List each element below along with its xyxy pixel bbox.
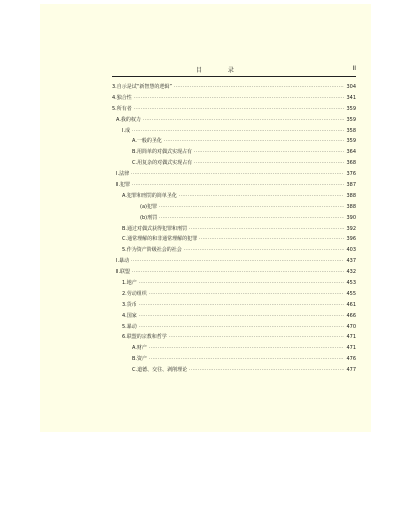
toc-entry-label: 1.地产	[122, 280, 137, 287]
toc-entry-page-number: 304	[346, 84, 356, 90]
toc-entry-label: 5.暴动	[122, 323, 137, 330]
toc-entry-label: C.道德、交往、剥削理论	[132, 367, 188, 374]
toc-entry-page-number: 453	[346, 280, 356, 287]
toc-entry-page-number: 471	[346, 334, 356, 341]
toc-entry-page-number: 376	[346, 171, 356, 178]
toc-entry-page-number: 432	[346, 269, 356, 276]
page-title: 目 录	[196, 67, 246, 74]
toc-entry	[112, 332, 356, 343]
dot-leader	[189, 365, 344, 375]
toc-entry	[112, 322, 356, 333]
document-page	[40, 4, 371, 432]
toc-entry-page-number: 388	[346, 203, 356, 210]
toc-entry	[112, 202, 356, 213]
toc-entry-label: 6.联盟的宗教和哲学	[122, 334, 167, 341]
toc-entry-label: A.犯罪和刑罚的简单圣化	[122, 192, 177, 199]
dot-leader	[132, 180, 344, 190]
toc-entry-page-number: 368	[346, 160, 356, 167]
toc-entry-page-number: 437	[346, 258, 356, 265]
toc-entry-label: Ⅰ.暴动	[116, 258, 130, 265]
toc-entry-page-number: 359	[346, 105, 356, 112]
dot-leader	[194, 158, 344, 168]
toc-entry-label: A.财产	[132, 345, 147, 352]
dot-leader	[139, 300, 345, 310]
toc-entry	[112, 126, 356, 137]
toc-entry	[112, 104, 356, 115]
toc-entry-label: A.我的权力	[116, 116, 141, 123]
toc-entry-page-number: 477	[346, 367, 356, 374]
toc-entry-label: 4.独合性	[112, 94, 132, 101]
dot-leader	[134, 104, 345, 114]
toc-entry-label: Ⅱ.联盟	[116, 269, 131, 276]
table-of-contents	[112, 82, 356, 376]
dot-leader	[149, 343, 345, 353]
toc-entry	[112, 300, 356, 311]
dot-leader	[194, 147, 344, 157]
dot-leader	[132, 126, 344, 136]
toc-entry-page-number: 341	[346, 94, 356, 101]
dot-leader	[189, 224, 344, 234]
toc-entry	[112, 234, 356, 245]
dot-leader	[149, 354, 344, 364]
dot-leader	[174, 82, 345, 92]
toc-entry-page-number: 359	[346, 138, 356, 145]
toc-entry	[112, 169, 356, 180]
toc-entry-label: B.用简单的对偶式实现占有	[132, 149, 193, 156]
toc-entry	[112, 213, 356, 224]
dot-leader	[159, 202, 344, 212]
toc-entry-page-number: 461	[346, 301, 356, 308]
toc-entry-label: C.用复杂的对偶式实现占有	[132, 160, 193, 167]
toc-entry	[112, 224, 356, 235]
toc-entry-label: 5.作为资产阶级社会的社会	[122, 247, 182, 254]
toc-entry-page-number: 387	[346, 182, 356, 189]
toc-entry-page-number: 396	[346, 236, 356, 243]
header-page-number: II	[352, 65, 356, 72]
toc-entry	[112, 343, 356, 354]
dot-leader	[139, 278, 345, 288]
toc-entry	[112, 245, 356, 256]
toc-entry	[112, 158, 356, 169]
toc-entry	[112, 82, 356, 93]
toc-entry-page-number: 470	[346, 323, 356, 330]
dot-leader	[149, 289, 345, 299]
toc-entry-label: 4.国家	[122, 312, 137, 319]
toc-entry-page-number: 403	[346, 247, 356, 254]
toc-entry-page-number: 476	[346, 356, 356, 363]
dot-leader	[179, 191, 345, 201]
toc-entry-label: B.通过对偶式获得犯罪和刑罚	[122, 225, 188, 232]
toc-entry	[112, 93, 356, 104]
toc-entry-label: C.通常理解的和非通常理解的犯罪	[122, 236, 198, 243]
toc-entry	[112, 115, 356, 126]
dot-leader	[184, 245, 345, 255]
toc-entry	[112, 191, 356, 202]
toc-entry-page-number: 390	[346, 214, 356, 221]
toc-entry	[112, 136, 356, 147]
toc-entry-label: B.资产	[132, 356, 148, 363]
dot-leader	[134, 93, 345, 103]
toc-entry	[112, 311, 356, 322]
toc-entry-page-number: 466	[346, 312, 356, 319]
toc-entry-page-number: 392	[346, 225, 356, 232]
toc-entry	[112, 147, 356, 158]
toc-entry-label: Ⅱ.犯罪	[116, 182, 131, 189]
dot-leader	[164, 136, 345, 146]
toc-entry-page-number: 455	[346, 290, 356, 297]
dot-leader	[131, 169, 344, 179]
toc-entry	[112, 365, 356, 376]
toc-entry-page-number: 364	[346, 149, 356, 156]
dot-leader	[131, 256, 344, 266]
toc-entry-label: (b)刑罚	[140, 214, 158, 221]
toc-entry-label: 3.自示是试“新智慧的逻辑”	[112, 84, 172, 90]
toc-entry-label: 5.所有者	[112, 105, 132, 112]
toc-entry-label: 2.劳动组织	[122, 290, 147, 297]
dot-leader	[143, 115, 345, 125]
dot-leader	[139, 322, 345, 332]
toc-entry-label: A.一般的圣化	[132, 138, 162, 145]
dot-leader	[139, 311, 345, 321]
toc-entry	[112, 278, 356, 289]
toc-entry-label: I.成	[122, 127, 131, 134]
toc-entry	[112, 180, 356, 191]
toc-entry-page-number: 471	[346, 345, 356, 352]
toc-entry-label: Ⅰ.法律	[116, 171, 130, 178]
dot-leader	[159, 213, 344, 223]
dot-leader	[199, 234, 344, 244]
toc-entry-page-number: 388	[346, 192, 356, 199]
dot-leader	[132, 267, 344, 277]
dot-leader	[169, 332, 345, 342]
toc-entry-page-number: 358	[346, 127, 356, 134]
toc-entry-label: (a)犯罪	[140, 203, 157, 210]
toc-entry-label: 3.货币	[122, 301, 137, 308]
toc-entry	[112, 289, 356, 300]
toc-entry-page-number: 359	[346, 116, 356, 123]
toc-entry	[112, 256, 356, 267]
toc-entry	[112, 267, 356, 278]
page-header	[112, 64, 356, 77]
toc-entry	[112, 354, 356, 365]
